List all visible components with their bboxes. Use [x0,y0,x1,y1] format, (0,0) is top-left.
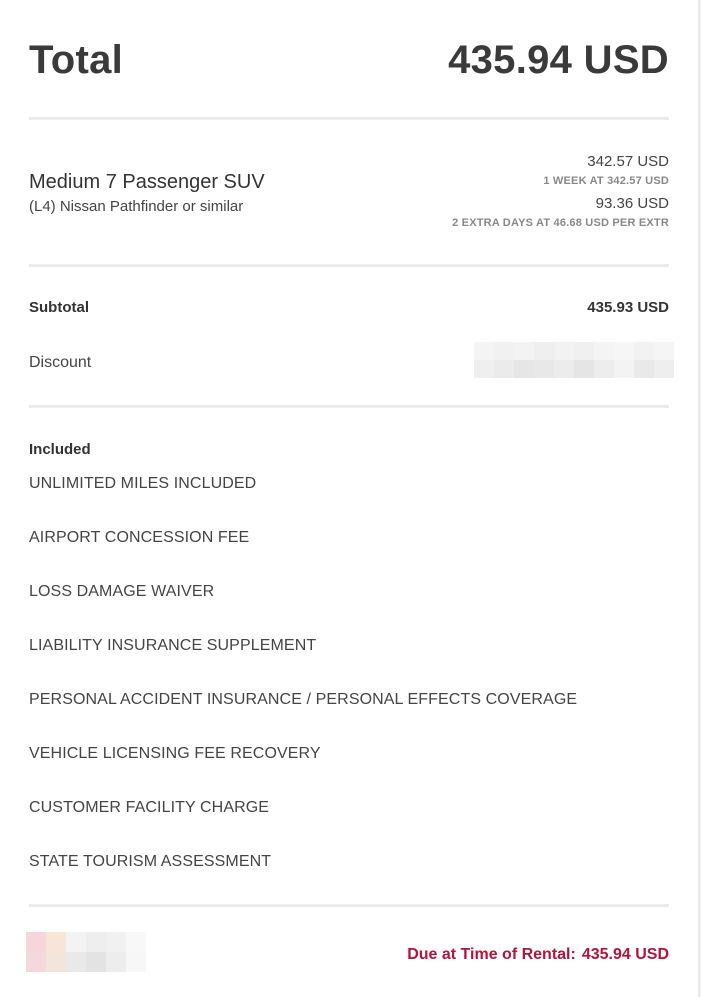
included-item: PERSONAL ACCIDENT INSURANCE / PERSONAL EFFECTS COVERAGE [29,691,578,708]
included-item: VEHICLE LICENSING FEE RECOVERY [29,745,321,762]
included-item: UNLIMITED MILES INCLUDED [29,475,257,492]
redacted-logo [26,932,146,972]
charge-amount: 93.36 USD [595,195,669,212]
total-row [29,36,669,84]
divider [29,117,669,120]
charge-note: 2 EXTRA DAYS AT 46.68 USD PER EXTR [452,217,669,229]
included-item: LOSS DAMAGE WAIVER [29,583,215,600]
included-item: LIABILITY INSURANCE SUPPLEMENT [29,637,317,654]
due-label: Due at Time of Rental: [407,946,576,963]
divider [29,904,669,907]
subtotal-amount: 435.93 USD [587,299,669,316]
vehicle-info [29,170,265,216]
included-title: Included [29,441,91,458]
vehicle-name: Medium 7 Passenger SUV [29,171,265,193]
discount-redacted-value [474,342,674,378]
vehicle-charges [452,152,669,236]
divider [29,405,669,408]
total-label: Total [29,37,124,82]
due-amount: 435.94 USD [581,946,669,963]
included-item: AIRPORT CONCESSION FEE [29,529,250,546]
divider [29,264,669,267]
discount-label: Discount [29,354,92,371]
total-amount: 435.94 USD [448,37,669,82]
charge-amount: 342.57 USD [587,153,669,170]
included-item: STATE TOURISM ASSESSMENT [29,853,272,870]
subtotal-label: Subtotal [29,299,89,316]
included-list [29,474,577,906]
rental-summary [29,0,669,997]
subtotal-row [29,299,669,316]
charge-note: 1 WEEK AT 342.57 USD [543,175,669,187]
included-item: CUSTOMER FACILITY CHARGE [29,799,270,816]
vehicle-model: (L4) Nissan Pathfinder or similar [29,198,244,215]
due-at-rental [407,946,669,964]
